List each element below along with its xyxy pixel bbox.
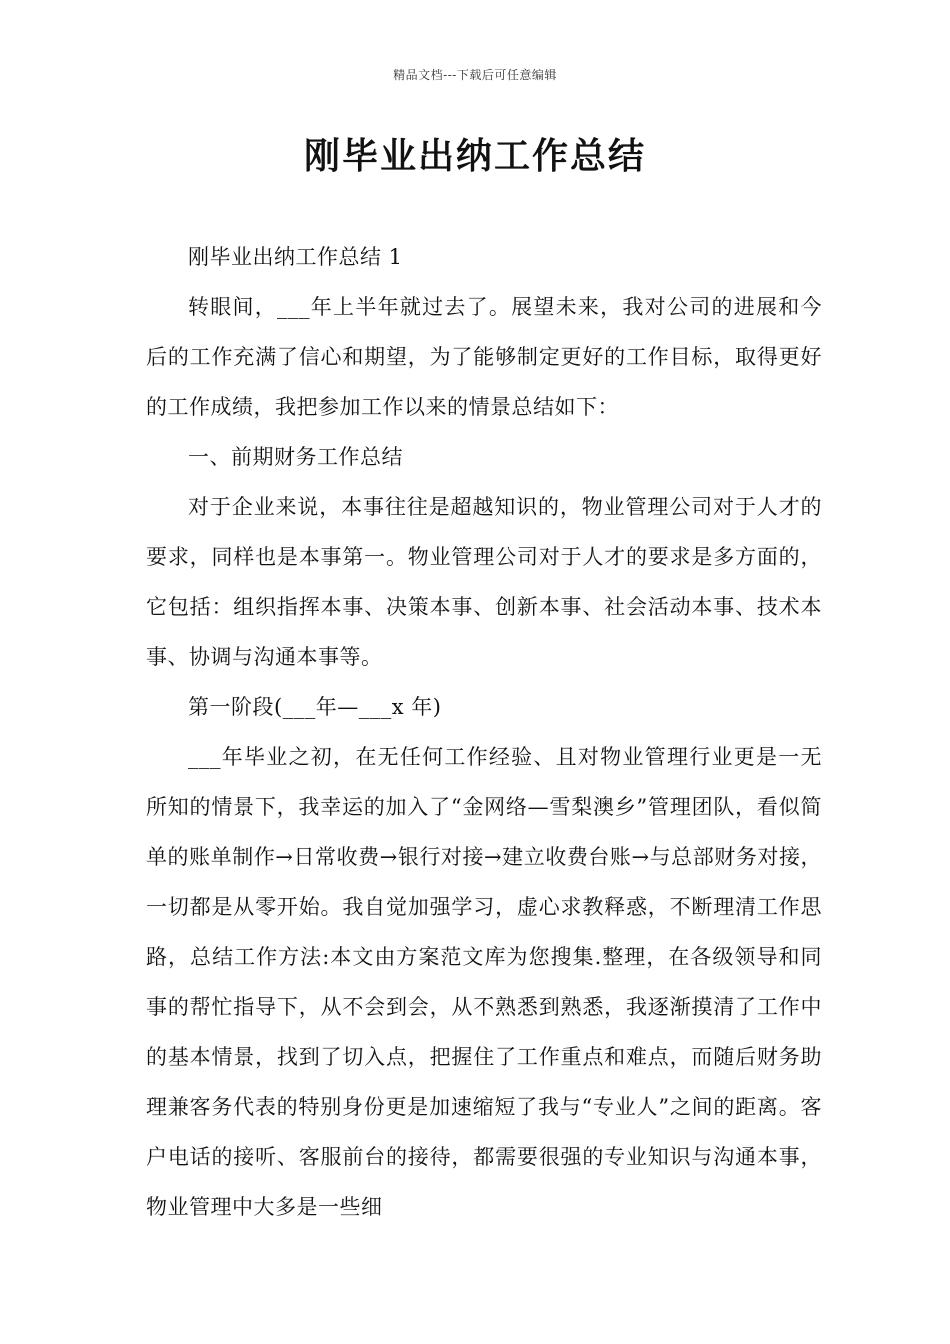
document-body [146,232,822,1232]
stage-heading: 第一阶段(___年—___x 年) [188,695,442,719]
subsection-heading: 一、前期财务工作总结 [188,445,403,469]
document-title: 刚毕业出纳工作总结 [303,135,646,177]
paragraph-stage-one: ___年毕业之初，在无任何工作经验、且对物业管理行业更是一无所知的情景下，我幸运的加入了“金网络—雪梨澳乡”管理团队，看似简单的账单制作→日常收费→银行对接→建立收费台账→与总部财务对接，一切都是从零开始。我自觉加强学习，虚心求教释惑，不断理清工作思路，总结工作方法:本文由方案范文库为您搜集.整理，在各级领导和同事的帮忙指导下，从不会到会，从不熟悉到熟悉，我逐渐摸清了工作中的基本情景，找到了切入点，把握住了工作重点和难点，而随后财务助理兼客务代表的特别身份更是加速缩短了我与“专业人”之间的距离。客户电话的接听、客服前台的接待，都需要很强的专业知识与沟通本事，物业管理中大多是一些细 [146,745,822,1219]
header-note: 精品文档---下载后可任意编辑 [393,68,557,82]
paragraph-intro: 转眼间，___年上半年就过去了。展望未来，我对公司的进展和今后的工作充满了信心和期望，为了能够制定更好的工作目标，取得更好的工作成绩，我把参加工作以来的情景总结如下： [146,295,822,419]
paragraph-capabilities: 对于企业来说，本事往往是超越知识的，物业管理公司对于人才的要求，同样也是本事第一。物业管理公司对于人才的要求是多方面的，它包括：组织指挥本事、决策本事、创新本事、社会活动本事、技术本事、协调与沟通本事等。 [146,495,822,669]
section-heading: 刚毕业出纳工作总结 1 [188,245,403,269]
